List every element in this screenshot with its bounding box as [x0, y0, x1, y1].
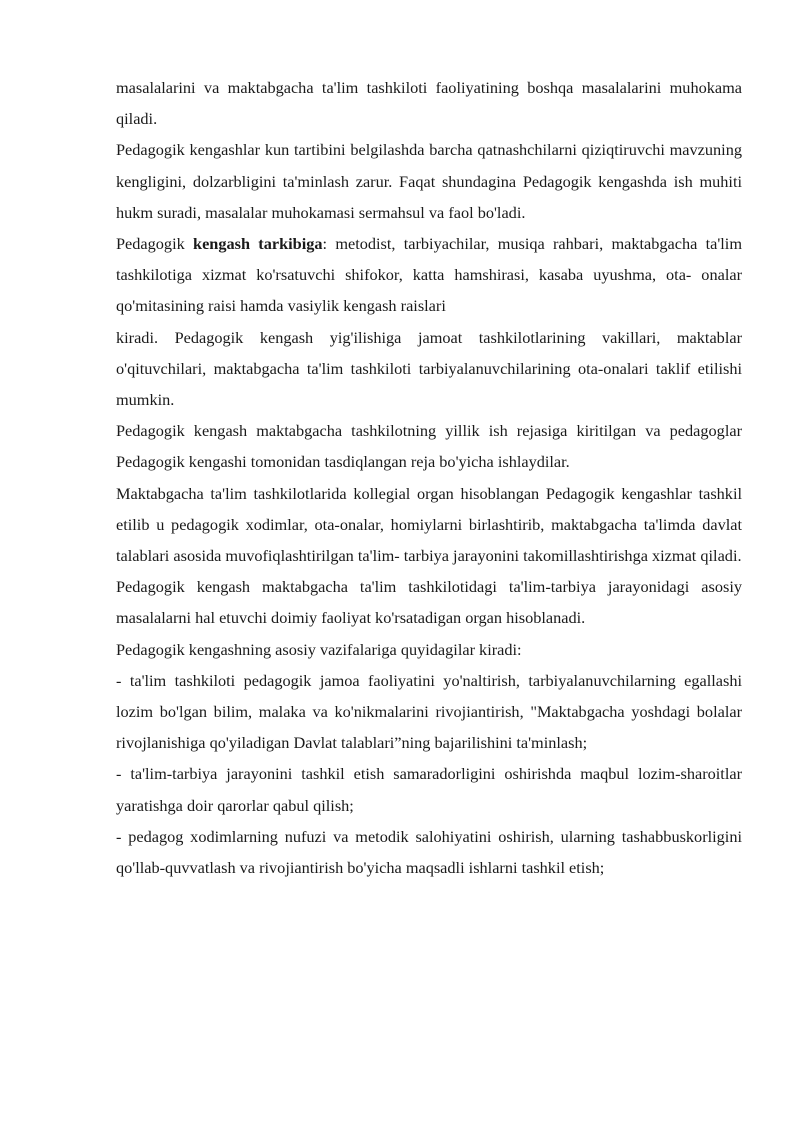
paragraph-4: kiradi. Pedagogik kengash yig'ilishiga jamoat tashkilotlarining vakillari, maktablar o'qituvchilari, maktabgacha ta'lim tashkiloti tarbiyalanuvchilarining ota-onalari taklif etilishi mumkin.	[116, 327, 742, 410]
paragraph-7: Pedagogik kengash maktabgacha ta'lim tashkilotidagi ta'lim-tarbiya jarayonidagi asosiy masalalarni hal etuvchi doimiy faoliyat ko'rsatadigan organ hisoblanadi.	[116, 577, 742, 628]
bold-term: kengash tarkibiga	[193, 234, 323, 254]
paragraph-8: Pedagogik kengashning asosiy vazifalariga quyidagilar kiradi:	[116, 639, 522, 659]
list-item-1: - ta'lim tashkiloti pedagogik jamoa faoliyatini yo'naltirish, tarbiyalanuvchilarning egallashi lozim bo'lgan bilim, malaka va ko'nikmalarini rivojiantirish, "Maktabgacha yoshdagi bolalar rivojlanishiga qo'yiladigan Davlat talablari”ning bajarilishini ta'minlash;	[116, 670, 742, 753]
paragraph-3-rest: : metodist, tarbiyachilar, musiqa rahbari, maktabgacha ta'lim tashkilotiga xizmat ko'rsatuvchi shifokor, katta hamshirasi, kasaba uyushma, ota- onalar qo'mitasining raisi hamda vasiylik kengash raislari	[116, 234, 742, 316]
paragraph-6: Maktabgacha ta'lim tashkilotlarida kollegial organ hisoblangan Pedagogik kengashlar tashkil etilib u pedagogik xodimlar, ota-onalar, homiylarni birlashtirib, maktabgacha ta'limda davlat talablari asosida muvofiqlashtirilgan ta'lim- tarbiya jarayonini takomillashtirishga xizmat qiladi.	[116, 483, 742, 566]
paragraph-2: Pedagogik kengashlar kun tartibini belgilashda barcha qatnashchilarni qiziqtiruvchi mavzuning kengligini, dolzarbligini ta'minlash zarur. Faqat shundagina Pedagogik kengashda ish muhiti hukm suradi, masalalar muhokamasi sermahsul va faol bo'ladi.	[116, 140, 742, 222]
paragraph-1: masalalarini va maktabgacha ta'lim tashkiloti faoliyatining boshqa masalalarini muhokama qiladi.	[116, 78, 742, 129]
list-item-3: - pedagog xodimlarning nufuzi va metodik salohiyatini oshirish, ularning tashabbuskorligini qo'llab-quvvatlash va rivojiantirish bo'yicha maqsadli ishlarni tashkil etish;	[116, 826, 742, 878]
paragraph-5: Pedagogik kengash maktabgacha tashkilotning yillik ish rejasiga kiritilgan va pedagoglar Pedagogik kengashi tomonidan tasdiqlangan reja bo'yicha ishlaydilar.	[116, 421, 742, 472]
paragraph-3	[116, 228, 742, 322]
paragraph-3-lead: Pedagogik	[116, 234, 194, 254]
list-item-2: - ta'lim-tarbiya jarayonini tashkil etish samaradorligini oshirishda maqbul lozim-sharoitlar yaratishga doir qarorlar qabul qilish;	[116, 764, 742, 815]
document-page	[116, 72, 742, 883]
